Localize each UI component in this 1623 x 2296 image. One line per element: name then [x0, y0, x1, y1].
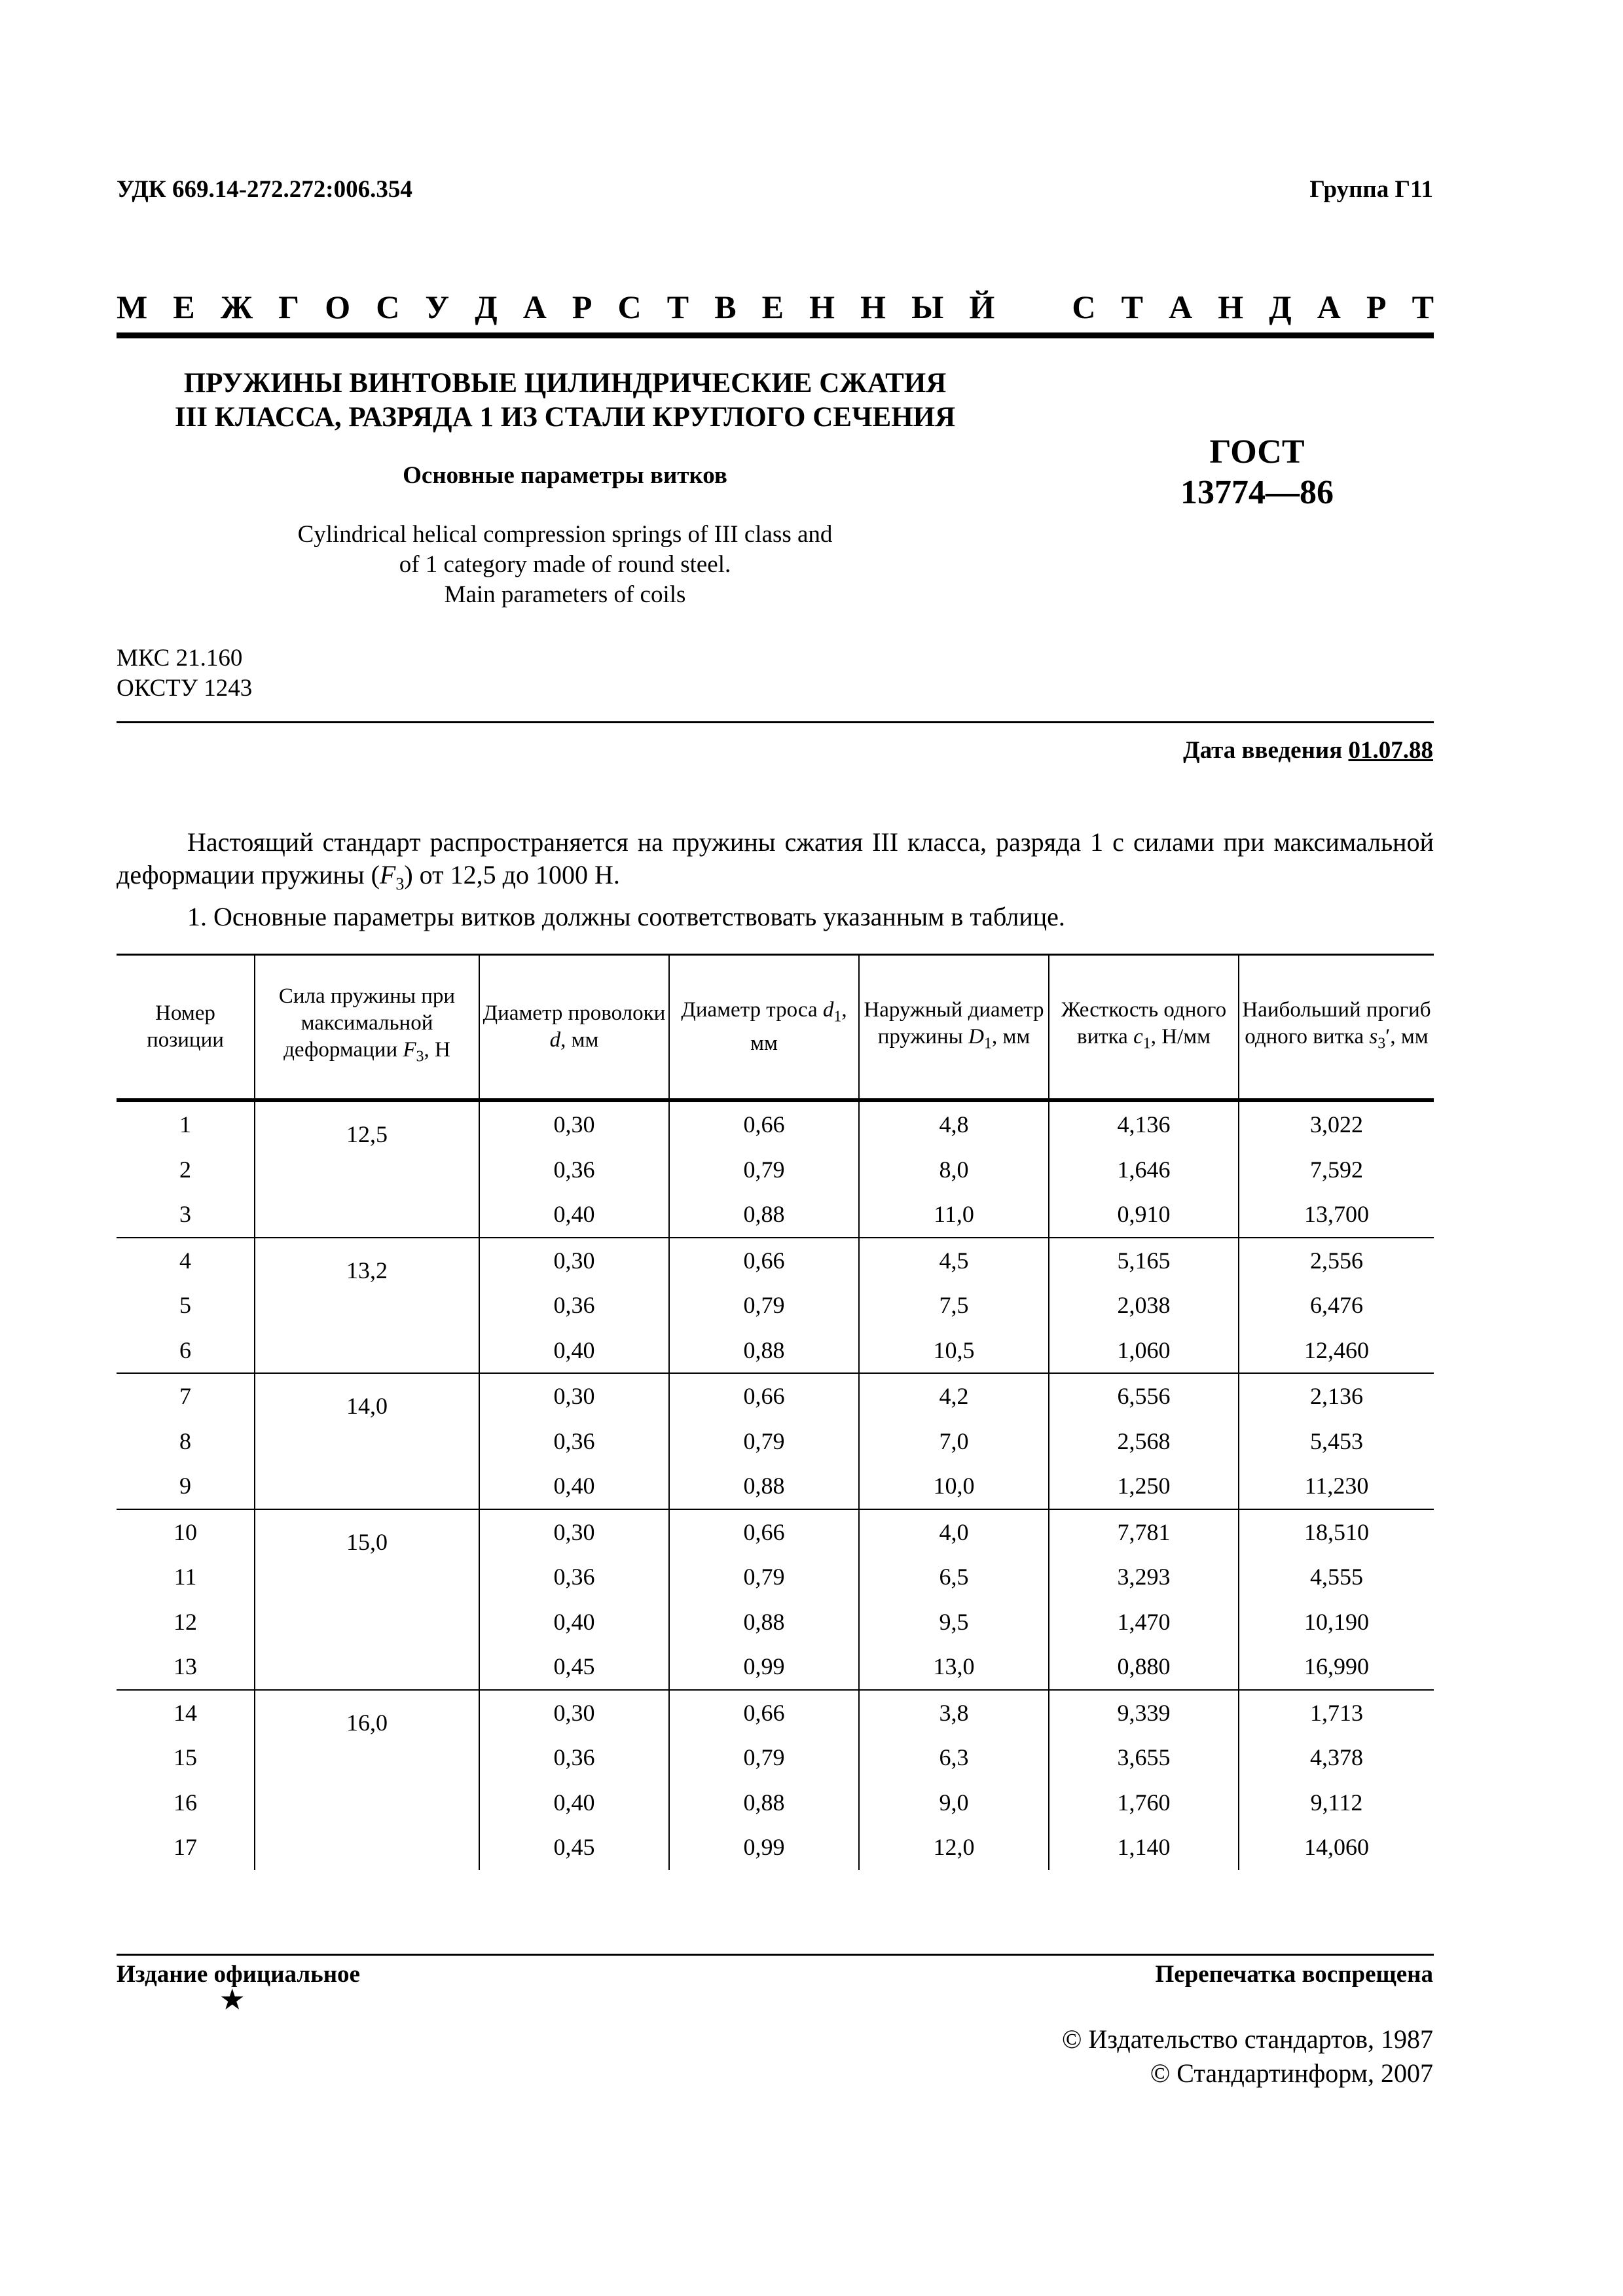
- outer-diameter-cell: 4,2: [859, 1373, 1049, 1419]
- table-header-row: [117, 955, 1434, 1101]
- header-force-unit: , Н: [424, 1038, 450, 1062]
- intro-text: [117, 826, 1434, 933]
- deflection-cell: 3,022: [1239, 1100, 1434, 1147]
- header-stiffness-sub: 1: [1142, 1035, 1151, 1052]
- deflection-cell: 11,230: [1239, 1463, 1434, 1509]
- header-rope-unit: , мм: [750, 997, 847, 1056]
- table-row: [117, 1100, 1434, 1147]
- okstu-code: ОКСТУ 1243: [117, 675, 253, 702]
- outer-diameter-cell: 8,0: [859, 1147, 1049, 1193]
- udk-code: УДК 669.14-272.272:006.354: [117, 176, 412, 203]
- heading-letter: Д: [475, 289, 498, 325]
- outer-diameter-cell: 6,5: [859, 1554, 1049, 1600]
- header-position-text: Номер позиции: [147, 1001, 224, 1052]
- outer-diameter-cell: 10,5: [859, 1328, 1049, 1374]
- heading-letter: А: [522, 289, 547, 325]
- gost-code: 13774—86: [1180, 474, 1334, 511]
- document-title: [117, 367, 1013, 435]
- heading-letter: С: [376, 289, 400, 325]
- stiffness-cell: 0,880: [1049, 1644, 1239, 1690]
- copyright-line-2: © Стандартинформ, 2007: [1150, 2058, 1433, 2088]
- header-deflection-sub: 3: [1377, 1035, 1386, 1052]
- stiffness-cell: 1,250: [1049, 1463, 1239, 1509]
- rope-diameter-cell: 0,79: [669, 1147, 859, 1193]
- header-stiffness-unit: , Н/мм: [1150, 1024, 1211, 1049]
- heading-letter: С: [1072, 289, 1096, 325]
- title-line-1: ПРУЖИНЫ ВИНТОВЫЕ ЦИЛИНДРИЧЕСКИЕ СЖАТИЯ: [183, 368, 947, 399]
- header-wire-unit: , мм: [560, 1028, 599, 1052]
- mks-code: МКС 21.160: [117, 645, 243, 672]
- deflection-cell: 18,510: [1239, 1509, 1434, 1555]
- copyright-line-1: © Издательство стандартов, 1987: [1061, 2024, 1433, 2054]
- rope-diameter-cell: 0,99: [669, 1825, 859, 1870]
- rope-diameter-cell: 0,79: [669, 1735, 859, 1780]
- english-title-line-2: of 1 category made of round steel.: [399, 551, 731, 578]
- header-stiffness-text: Жесткость одного витка: [1061, 997, 1227, 1049]
- wire-diameter-cell: 0,40: [479, 1463, 669, 1509]
- word-gap: [1020, 288, 1046, 326]
- group-code: Группа Г11: [1309, 176, 1433, 203]
- table-row: [117, 1690, 1434, 1736]
- force-cell: 13,2: [255, 1238, 479, 1374]
- table-row: [117, 1373, 1434, 1419]
- deflection-cell: 7,592: [1239, 1147, 1434, 1193]
- header-rope-diameter: [669, 955, 859, 1101]
- heading-letter: Ж: [220, 289, 253, 325]
- wire-diameter-cell: 0,45: [479, 1825, 669, 1870]
- position-cell: 16: [173, 1789, 197, 1816]
- title-line-2: III КЛАССА, РАЗРЯДА 1 ИЗ СТАЛИ КРУГЛОГО СЕЧЕНИЯ: [174, 402, 956, 433]
- wire-diameter-cell: 0,30: [479, 1690, 669, 1736]
- stiffness-cell: 1,470: [1049, 1600, 1239, 1645]
- parameters-table: [117, 954, 1434, 1870]
- outer-diameter-cell: 9,5: [859, 1600, 1049, 1645]
- copyright-block: [1062, 2022, 1433, 2090]
- rope-diameter-cell: 0,88: [669, 1192, 859, 1238]
- stiffness-cell: 1,760: [1049, 1780, 1239, 1825]
- header-force-text: Сила пружины при максимальной деформации: [278, 984, 456, 1062]
- rope-diameter-cell: 0,88: [669, 1463, 859, 1509]
- heading-letter: Н: [809, 289, 835, 325]
- rope-diameter-cell: 0,88: [669, 1600, 859, 1645]
- deflection-cell: 6,476: [1239, 1283, 1434, 1328]
- rope-diameter-cell: 0,79: [669, 1419, 859, 1464]
- intro-text-b: ) от 12,5 до 1000 Н.: [404, 860, 620, 889]
- interstate-standard-heading: [117, 288, 1434, 326]
- header-outer-sub: 1: [983, 1035, 992, 1052]
- deflection-cell: 4,378: [1239, 1735, 1434, 1780]
- outer-diameter-cell: 7,5: [859, 1283, 1049, 1328]
- heading-letter: Р: [1366, 289, 1387, 325]
- position-cell: 4: [117, 1238, 255, 1283]
- header-outer-unit: , мм: [991, 1024, 1030, 1049]
- classification-codes: [117, 643, 252, 704]
- stiffness-cell: 5,165: [1049, 1238, 1239, 1283]
- deflection-cell: 2,556: [1239, 1238, 1434, 1283]
- outer-diameter-cell: 4,0: [859, 1509, 1049, 1555]
- gost-number: [1100, 432, 1414, 513]
- wire-diameter-cell: 0,36: [479, 1147, 669, 1193]
- position-cell: 10: [117, 1509, 255, 1555]
- heading-letter: Е: [761, 289, 784, 325]
- wire-diameter-cell: 0,30: [479, 1509, 669, 1555]
- header-force-sub: 3: [416, 1048, 424, 1066]
- intro-paragraph-1: [117, 826, 1434, 901]
- official-edition-label: Издание официальное: [117, 1961, 360, 1988]
- heading-letter: М: [117, 289, 148, 325]
- rope-diameter-cell: 0,88: [669, 1780, 859, 1825]
- header-position: [117, 955, 255, 1101]
- stiffness-cell: 4,136: [1049, 1100, 1239, 1147]
- position-cell: 2: [179, 1156, 191, 1183]
- outer-diameter-cell: 11,0: [859, 1192, 1049, 1238]
- heading-rule: [117, 332, 1434, 338]
- position-cell: 6: [179, 1336, 191, 1363]
- deflection-cell: 9,112: [1239, 1780, 1434, 1825]
- position-cell: 9: [179, 1473, 191, 1499]
- intro-text-a: Настоящий стандарт распространяется на пружины сжатия III класса, разряда 1 с силами при максимальной деформации пружины (: [117, 827, 1434, 889]
- document-subtitle: Основные параметры витков: [403, 462, 727, 489]
- heading-letter: О: [325, 289, 351, 325]
- header-stiffness-var: c: [1133, 1024, 1143, 1049]
- wire-diameter-cell: 0,40: [479, 1328, 669, 1374]
- rope-diameter-cell: 0,99: [669, 1644, 859, 1690]
- outer-diameter-cell: 10,0: [859, 1463, 1049, 1509]
- intro-sub: 3: [395, 874, 405, 893]
- position-cell: 11: [173, 1564, 197, 1590]
- stiffness-cell: 1,646: [1049, 1147, 1239, 1193]
- header-rope-sub: 1: [833, 1008, 842, 1026]
- outer-diameter-cell: 13,0: [859, 1644, 1049, 1690]
- rope-diameter-cell: 0,79: [669, 1554, 859, 1600]
- outer-diameter-cell: 9,0: [859, 1780, 1049, 1825]
- deflection-cell: 10,190: [1239, 1600, 1434, 1645]
- header-deflection-var: s: [1369, 1024, 1378, 1049]
- header-wire-diameter: [479, 955, 669, 1101]
- heading-letter: Т: [1121, 289, 1143, 325]
- outer-diameter-cell: 6,3: [859, 1735, 1049, 1780]
- stiffness-cell: 9,339: [1049, 1690, 1239, 1736]
- rope-diameter-cell: 0,66: [669, 1238, 859, 1283]
- header-rope-var: d: [822, 997, 834, 1022]
- heading-letter: Р: [572, 289, 593, 325]
- wire-diameter-cell: 0,30: [479, 1238, 669, 1283]
- heading-letter: Д: [1269, 289, 1292, 325]
- header-stiffness: [1049, 955, 1239, 1101]
- footer-rule: [117, 1954, 1434, 1956]
- heading-letter: А: [1317, 289, 1341, 325]
- heading-letter: Й: [969, 289, 995, 325]
- heading-letter: Т: [666, 289, 689, 325]
- heading-letter: Т: [1412, 289, 1434, 325]
- header-outer-var: D: [968, 1024, 984, 1049]
- outer-diameter-cell: 4,8: [859, 1100, 1049, 1147]
- heading-letter: Г: [278, 289, 300, 325]
- stiffness-cell: 3,293: [1049, 1554, 1239, 1600]
- outer-diameter-cell: 12,0: [859, 1825, 1049, 1870]
- deflection-cell: 5,453: [1239, 1419, 1434, 1464]
- star-icon: ★: [219, 1984, 246, 2016]
- wire-diameter-cell: 0,30: [479, 1100, 669, 1147]
- header-deflection-unit: ′, мм: [1385, 1024, 1429, 1049]
- header-rope-text: Диаметр троса: [681, 997, 823, 1022]
- wire-diameter-cell: 0,40: [479, 1192, 669, 1238]
- date-value: 01.07.88: [1348, 737, 1433, 764]
- stiffness-cell: 2,568: [1049, 1419, 1239, 1464]
- wire-diameter-cell: 0,36: [479, 1419, 669, 1464]
- heading-letter: Н: [860, 289, 886, 325]
- outer-diameter-cell: 7,0: [859, 1419, 1049, 1464]
- table-row: [117, 1238, 1434, 1283]
- heading-letter: А: [1169, 289, 1193, 325]
- outer-diameter-cell: 4,5: [859, 1238, 1049, 1283]
- stiffness-cell: 2,038: [1049, 1283, 1239, 1328]
- introduction-date: [1183, 736, 1433, 764]
- deflection-cell: 12,460: [1239, 1328, 1434, 1374]
- position-cell: 1: [179, 1111, 191, 1138]
- wire-diameter-cell: 0,36: [479, 1554, 669, 1600]
- stiffness-cell: 7,781: [1049, 1509, 1239, 1555]
- wire-diameter-cell: 0,45: [479, 1644, 669, 1690]
- wire-diameter-cell: 0,30: [479, 1373, 669, 1419]
- stiffness-cell: 1,060: [1049, 1328, 1239, 1374]
- intro-paragraph-2: 1. Основные параметры витков должны соответствовать указанным в таблице.: [187, 902, 1065, 931]
- rope-diameter-cell: 0,66: [669, 1509, 859, 1555]
- wire-diameter-cell: 0,36: [479, 1735, 669, 1780]
- wire-diameter-cell: 0,40: [479, 1780, 669, 1825]
- date-label: Дата введения: [1183, 737, 1343, 764]
- stiffness-cell: 3,655: [1049, 1735, 1239, 1780]
- deflection-cell: 16,990: [1239, 1644, 1434, 1690]
- reprint-prohibited-label: Перепечатка воспрещена: [1155, 1961, 1433, 1988]
- deflection-cell: 1,713: [1239, 1690, 1434, 1736]
- deflection-cell: 14,060: [1239, 1825, 1434, 1870]
- position-cell: 12: [173, 1608, 197, 1635]
- english-title-line-3: Main parameters of coils: [444, 581, 686, 608]
- position-cell: 17: [173, 1834, 197, 1861]
- outer-diameter-cell: 3,8: [859, 1690, 1049, 1736]
- position-cell: 14: [117, 1690, 255, 1736]
- stiffness-cell: 1,140: [1049, 1825, 1239, 1870]
- force-cell: 14,0: [255, 1373, 479, 1509]
- force-cell: 12,5: [255, 1100, 479, 1238]
- header-wire-var: d: [549, 1028, 561, 1052]
- header-force: [255, 955, 479, 1101]
- english-title-line-1: Cylindrical helical compression springs of III class and: [297, 521, 833, 548]
- wire-diameter-cell: 0,36: [479, 1283, 669, 1328]
- stiffness-cell: 0,910: [1049, 1192, 1239, 1238]
- section-rule: [117, 721, 1434, 723]
- rope-diameter-cell: 0,66: [669, 1100, 859, 1147]
- heading-letter: Ы: [911, 289, 944, 325]
- header-force-var: F: [403, 1038, 416, 1062]
- position-cell: 8: [179, 1427, 191, 1454]
- position-cell: 3: [179, 1201, 191, 1228]
- heading-letter: Е: [173, 289, 195, 325]
- heading-letter: С: [617, 289, 642, 325]
- intro-var: F: [379, 860, 396, 889]
- header-wire-text: Диаметр проволоки: [483, 1001, 666, 1025]
- position-cell: 7: [117, 1373, 255, 1419]
- rope-diameter-cell: 0,79: [669, 1283, 859, 1328]
- force-cell: 16,0: [255, 1690, 479, 1870]
- stiffness-cell: 6,556: [1049, 1373, 1239, 1419]
- english-title: [117, 520, 1013, 610]
- table-row: [117, 1509, 1434, 1555]
- heading-letter: У: [425, 289, 450, 325]
- wire-diameter-cell: 0,40: [479, 1600, 669, 1645]
- rope-diameter-cell: 0,88: [669, 1328, 859, 1374]
- header-max-deflection: [1239, 955, 1434, 1101]
- position-cell: 5: [179, 1292, 191, 1319]
- deflection-cell: 4,555: [1239, 1554, 1434, 1600]
- table-body: [117, 1100, 1434, 1870]
- deflection-cell: 13,700: [1239, 1192, 1434, 1238]
- heading-letter: В: [714, 289, 737, 325]
- heading-letter: Н: [1218, 289, 1244, 325]
- rope-diameter-cell: 0,66: [669, 1690, 859, 1736]
- header-deflection-text: Наибольший прогиб одного витка: [1242, 997, 1431, 1049]
- deflection-cell: 2,136: [1239, 1373, 1434, 1419]
- header-outer-text: Наружный диаметр пружины: [864, 997, 1044, 1049]
- position-cell: 15: [173, 1744, 197, 1771]
- position-cell: 13: [173, 1653, 197, 1680]
- header-outer-diameter: [859, 955, 1049, 1101]
- rope-diameter-cell: 0,66: [669, 1373, 859, 1419]
- gost-label: ГОСТ: [1209, 433, 1305, 471]
- force-cell: 15,0: [255, 1509, 479, 1690]
